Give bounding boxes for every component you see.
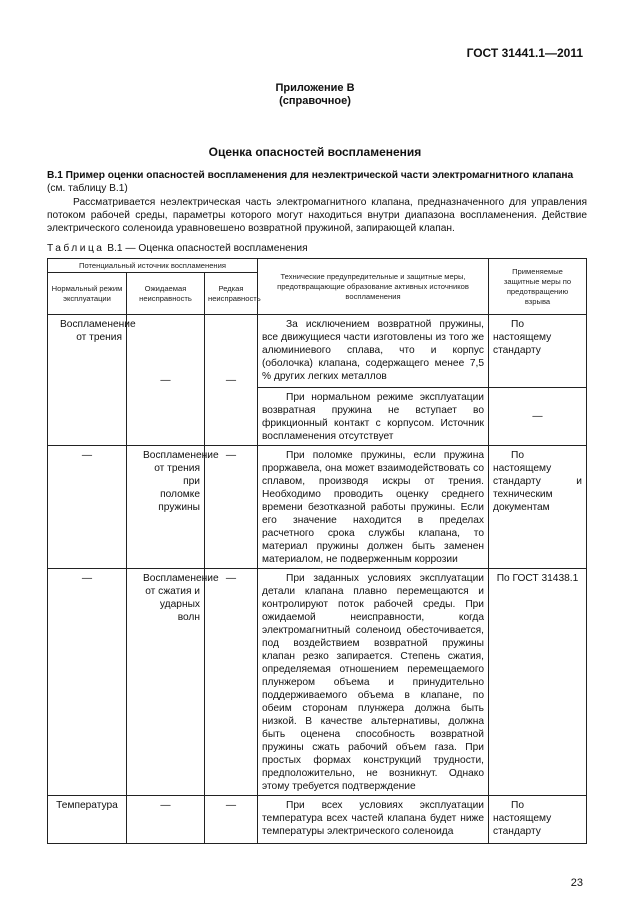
cell-rare-fault: — (225, 573, 237, 584)
cell-expected-fault: Воспламенение от сжатия и ударных волн (143, 573, 219, 623)
cell-expected-fault: — (127, 315, 205, 446)
cell-applied-measure: По настоящему стандарту (493, 319, 552, 356)
table-row (48, 315, 587, 388)
table-row (48, 796, 587, 844)
cell-rare-fault: — (225, 450, 237, 461)
header-normal-mode: Нормальный режим эксплуатации (48, 273, 127, 315)
appendix-subtitle: (справочное) (279, 95, 351, 107)
header-expected-fault: Ожидаемая неисправность (127, 273, 205, 315)
cell-measure: При всех условиях эксплуатации температура всех частей клапана будет ниже температуры электрического соленоида (262, 800, 484, 837)
cell-expected-fault: — (160, 800, 171, 811)
appendix-title: Приложение В (275, 82, 355, 94)
cell-measure: При поломке пружины, если пружина проржавела, она может взаимодействовать со сплавом, производя искры от трения. Необходимо проводить оценку среднего времени безотказной работы пружины. Если его значение находится в пределах расчетного срока службы клапана, то материал пружины должен быть заменен материалом, не подверженным коррозии (262, 450, 484, 565)
header-potential-source: Потенциальный источник воспламенения (48, 259, 258, 273)
cell-normal-mode: Температура (56, 800, 118, 811)
table-row (48, 569, 587, 796)
cell-applied-measure: По настоящему стандарту (493, 800, 552, 837)
page-number: 23 (570, 877, 583, 889)
cell-measure: При нормальном режиме эксплуатации возвратная пружина не вступает во фрикционный контакт с корпусом. Источник воспламенения отсутствует (262, 392, 484, 442)
cell-normal-mode: — (81, 573, 93, 584)
header-rare-fault: Редкая неисправность (205, 273, 258, 315)
table-caption-prefix: Таблица (47, 243, 105, 254)
cell-normal-mode: — (81, 450, 93, 461)
cell-normal-mode: Воспламенение от трения (60, 319, 136, 343)
header-applied-measures: Применяемые защитные меры по предотвращению взрыва (489, 259, 587, 315)
cell-measure: За исключением возвратной пружины, все движущиеся части изготовлены из того же алюминиевого сплава, что и корпус (оболочка) клапана, содержащего менее 7,5 % других легких металлов (262, 319, 484, 382)
ignition-hazard-table (47, 258, 587, 844)
table-caption-rest: В.1 — Оценка опасностей воспламенения (104, 243, 308, 254)
cell-rare-fault: — (225, 800, 237, 811)
section-title: Оценка опасностей воспламенения (208, 145, 422, 159)
appendix-heading (0, 82, 630, 108)
cell-applied-measure: По ГОСТ 31438.1 (496, 573, 579, 584)
cell-applied-measure: По настоящему стандарту и техническим документам (493, 450, 582, 513)
paragraph-b1-heading: В.1 Пример оценки опасностей воспламенения для неэлектрической части электромагнитного клапана (47, 170, 574, 181)
cell-applied-measure: — (489, 388, 587, 446)
cell-expected-fault: Воспламенение от трения при поломке пружины (143, 450, 219, 513)
cell-measure: При заданных условиях эксплуатации детали клапана плавно перемещаются и контролируют поток рабочей среды. При ожидаемой неисправности, когда электромагнитный соленоид обесточивается, под воздействием возвратной пружины клапан резко запирается. Степень сжатия, определяемая отношением перемещаемого плунжером объема и принудительно поддерживаемого объема в клапане, по обеим сторонам плунжера должна быть низкой. В качестве альтернативы, должна быть оценена способность возвратной пружины сжать рабочий объем газа. При простых формах конструкций трудности, предположительно, не возникнут. Однако этому требуется подтверждение (262, 573, 484, 792)
cell-rare-fault: — (205, 315, 258, 446)
paragraph-b1-ref: (см. таблицу В.1) (47, 183, 128, 194)
table-row (48, 446, 587, 569)
standard-number: ГОСТ 31441.1—2011 (466, 46, 583, 60)
paragraph-b1 (47, 169, 587, 195)
paragraph-description: Рассматривается неэлектрическая часть электромагнитного клапана, предназначенного для управления потоком рабочей среды, параметры которого могут находиться внутри диапазона воспламенения. Действие электрического соленоида уравновешено возвратной пружиной, запирающей клапан. (47, 197, 587, 234)
table-caption (47, 243, 308, 254)
header-measures: Технические предупредительные и защитные меры, предотвращающие образование активных источников воспламенения (258, 259, 489, 315)
